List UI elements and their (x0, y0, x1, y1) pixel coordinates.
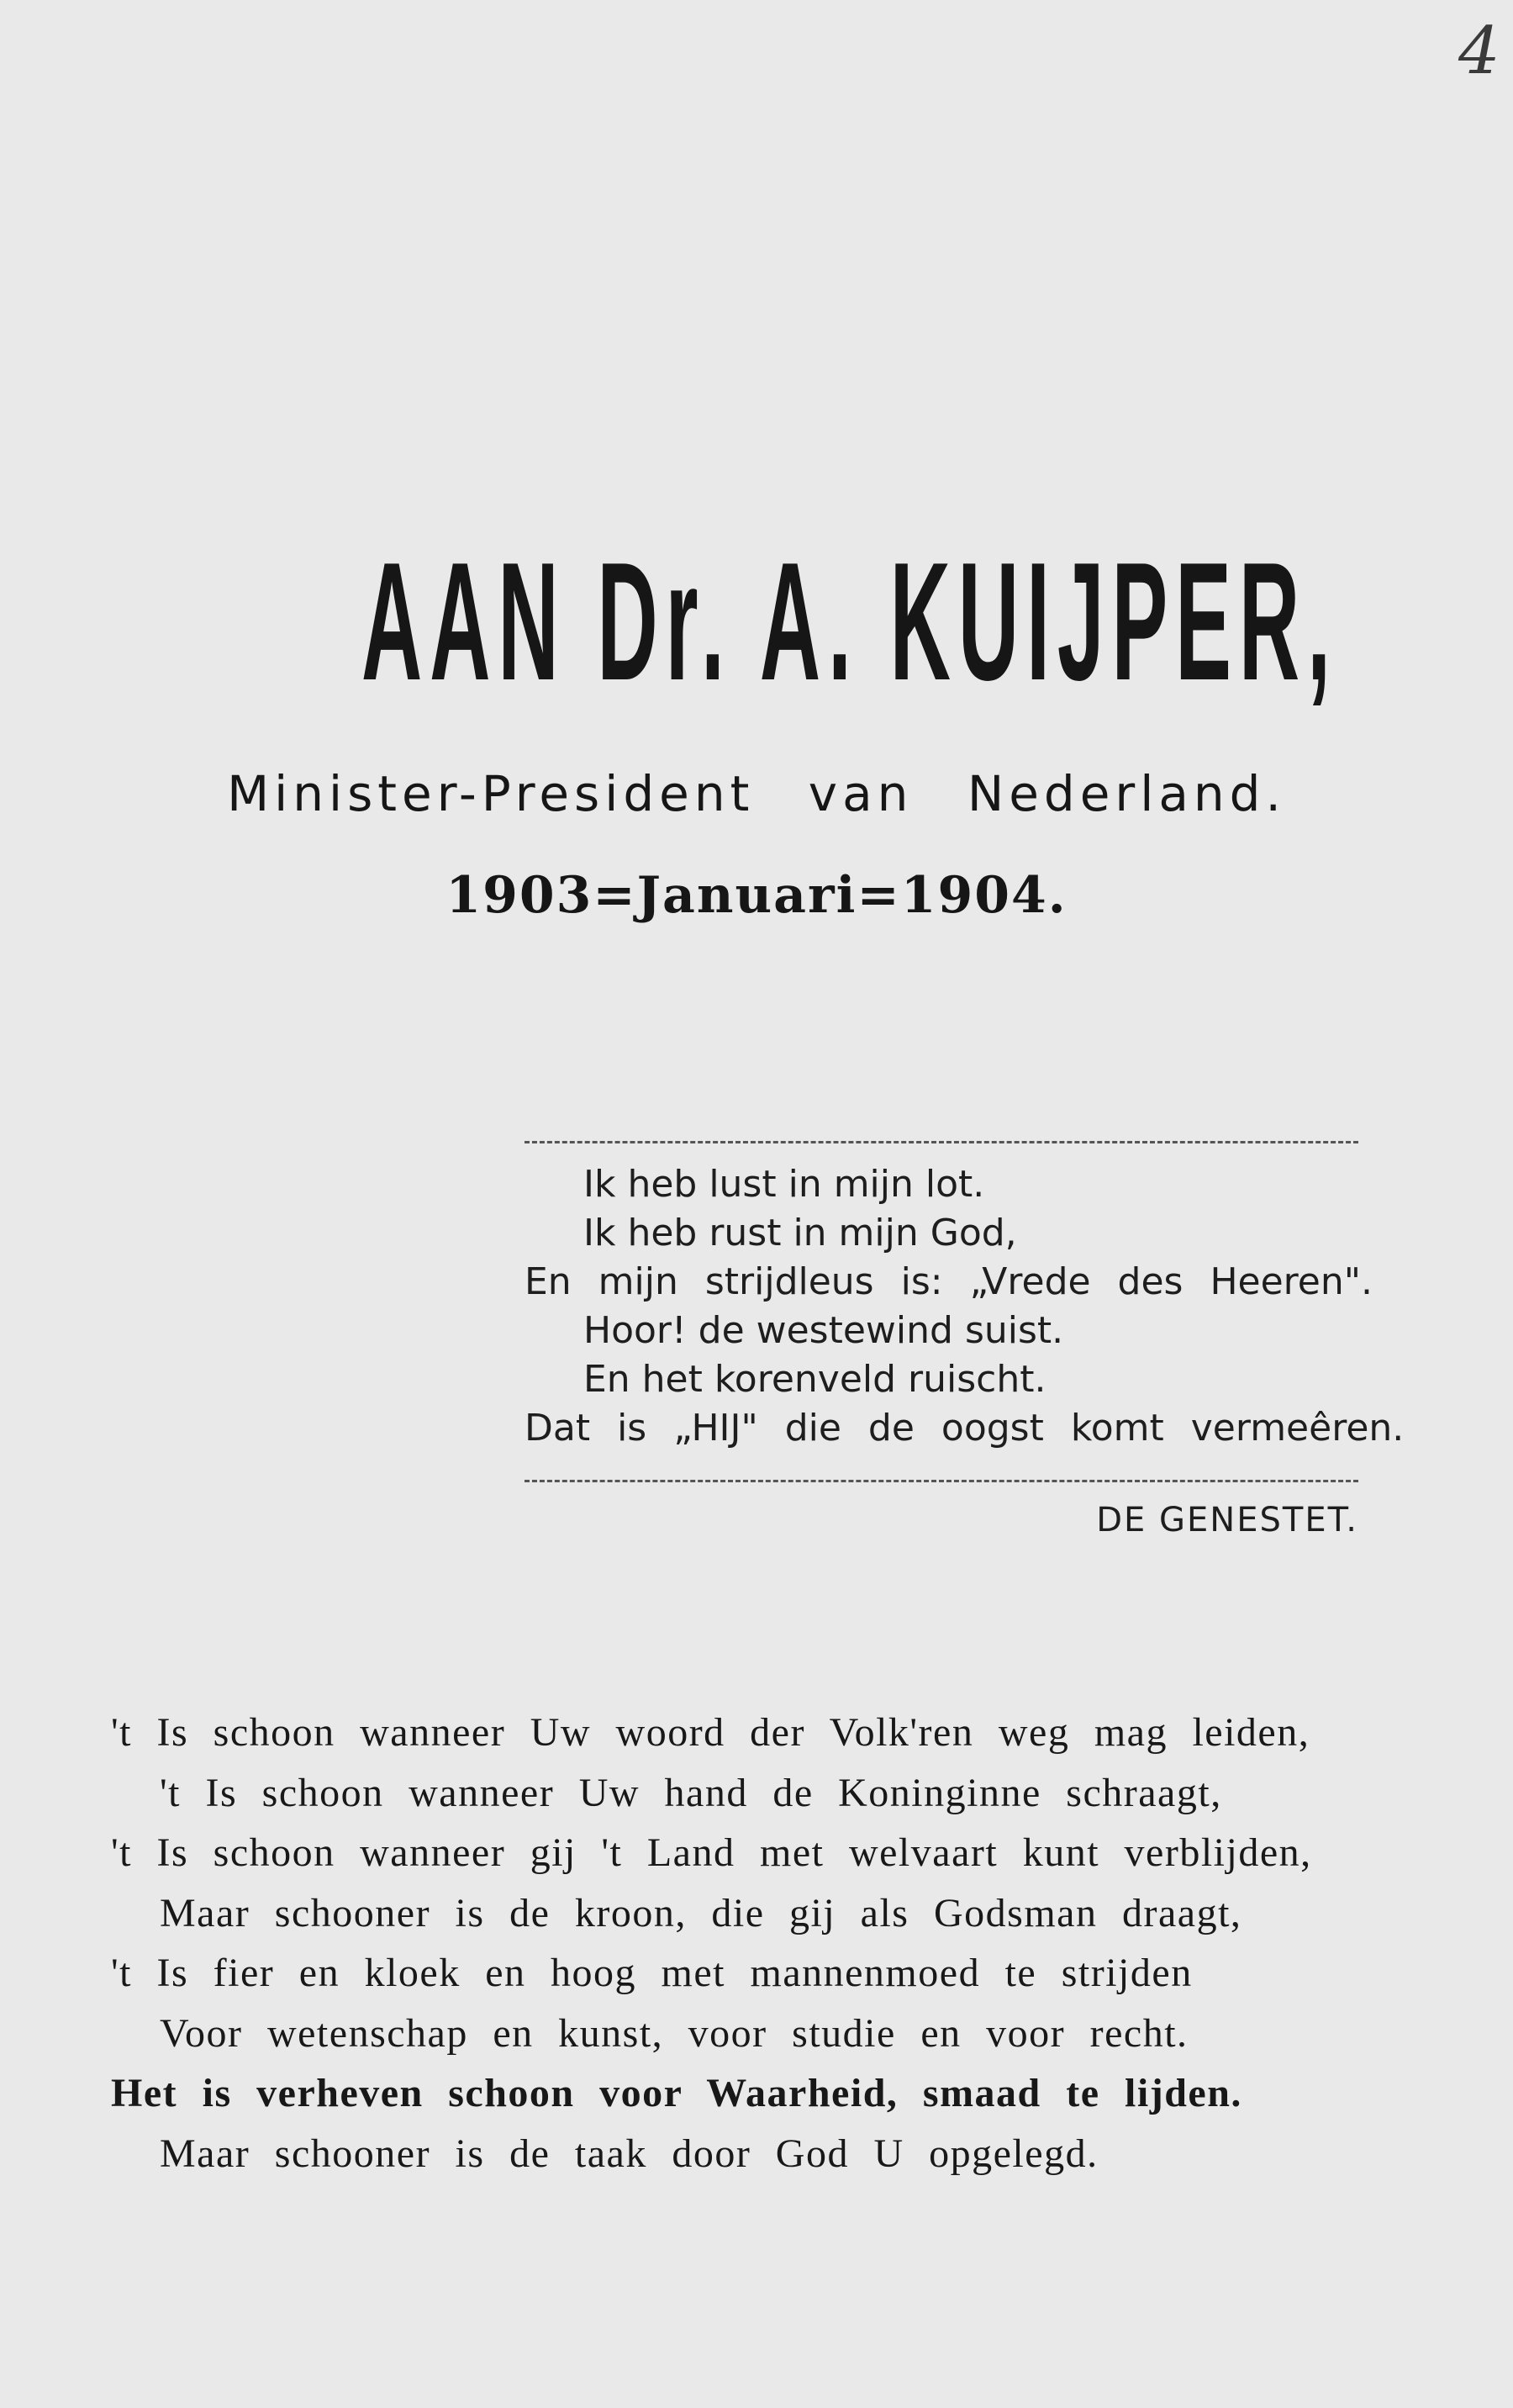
epigraph-top-rule (525, 1141, 1358, 1143)
epigraph-line: Ik heb rust in mijn God, (583, 1212, 1017, 1254)
page-title: AAN Dr. A. KUIJPER, (361, 528, 1338, 716)
epigraph-line: Ik heb lust in mijn lot. (583, 1163, 985, 1206)
epigraph-line: En het korenveld ruischt. (583, 1358, 1046, 1401)
poem-line: Het is verheven schoon voor Waarheid, smaad te lijden. (111, 2071, 1242, 2115)
poem-line: Maar schooner is de kroon, die gij als Godsman draagt, (160, 1890, 1242, 1935)
epigraph-bottom-rule (525, 1480, 1358, 1482)
epigraph-attribution: DE GENESTET. (1096, 1501, 1358, 1539)
poem-line: Voor wetenschap en kunst, voor studie en voor recht. (160, 2010, 1189, 2056)
epigraph-line: Dat is „HIJ" die de oogst komt vermeêren. (525, 1407, 1405, 1450)
poem (111, 1703, 1372, 2184)
poem-line: 't Is schoon wanneer Uw hand de Koninginne schraagt, (160, 1770, 1222, 1815)
poem-line: Maar schooner is de taak door God U opgelegd. (160, 2131, 1099, 2176)
epigraph-line: Hoor! de westewind suist. (583, 1309, 1064, 1352)
poem-line: 't Is schoon wanneer gij 't Land met welvaart kunt verblijden, (111, 1830, 1312, 1875)
date-line: 1903=Januari=1904. (445, 866, 1068, 925)
poem-line: 't Is fier en kloek en hoog met mannenmoed te strijden (111, 1951, 1193, 1995)
epigraph-line: En mijn strijdleus is: „Vrede des Heeren". (525, 1260, 1373, 1303)
poem-line: 't Is schoon wanneer Uw woord der Volk'ren weg mag leiden, (111, 1710, 1310, 1755)
epigraph (525, 1160, 1405, 1453)
page-number: 4 (1458, 13, 1500, 89)
page-subtitle: Minister-President van Nederland. (227, 765, 1286, 822)
